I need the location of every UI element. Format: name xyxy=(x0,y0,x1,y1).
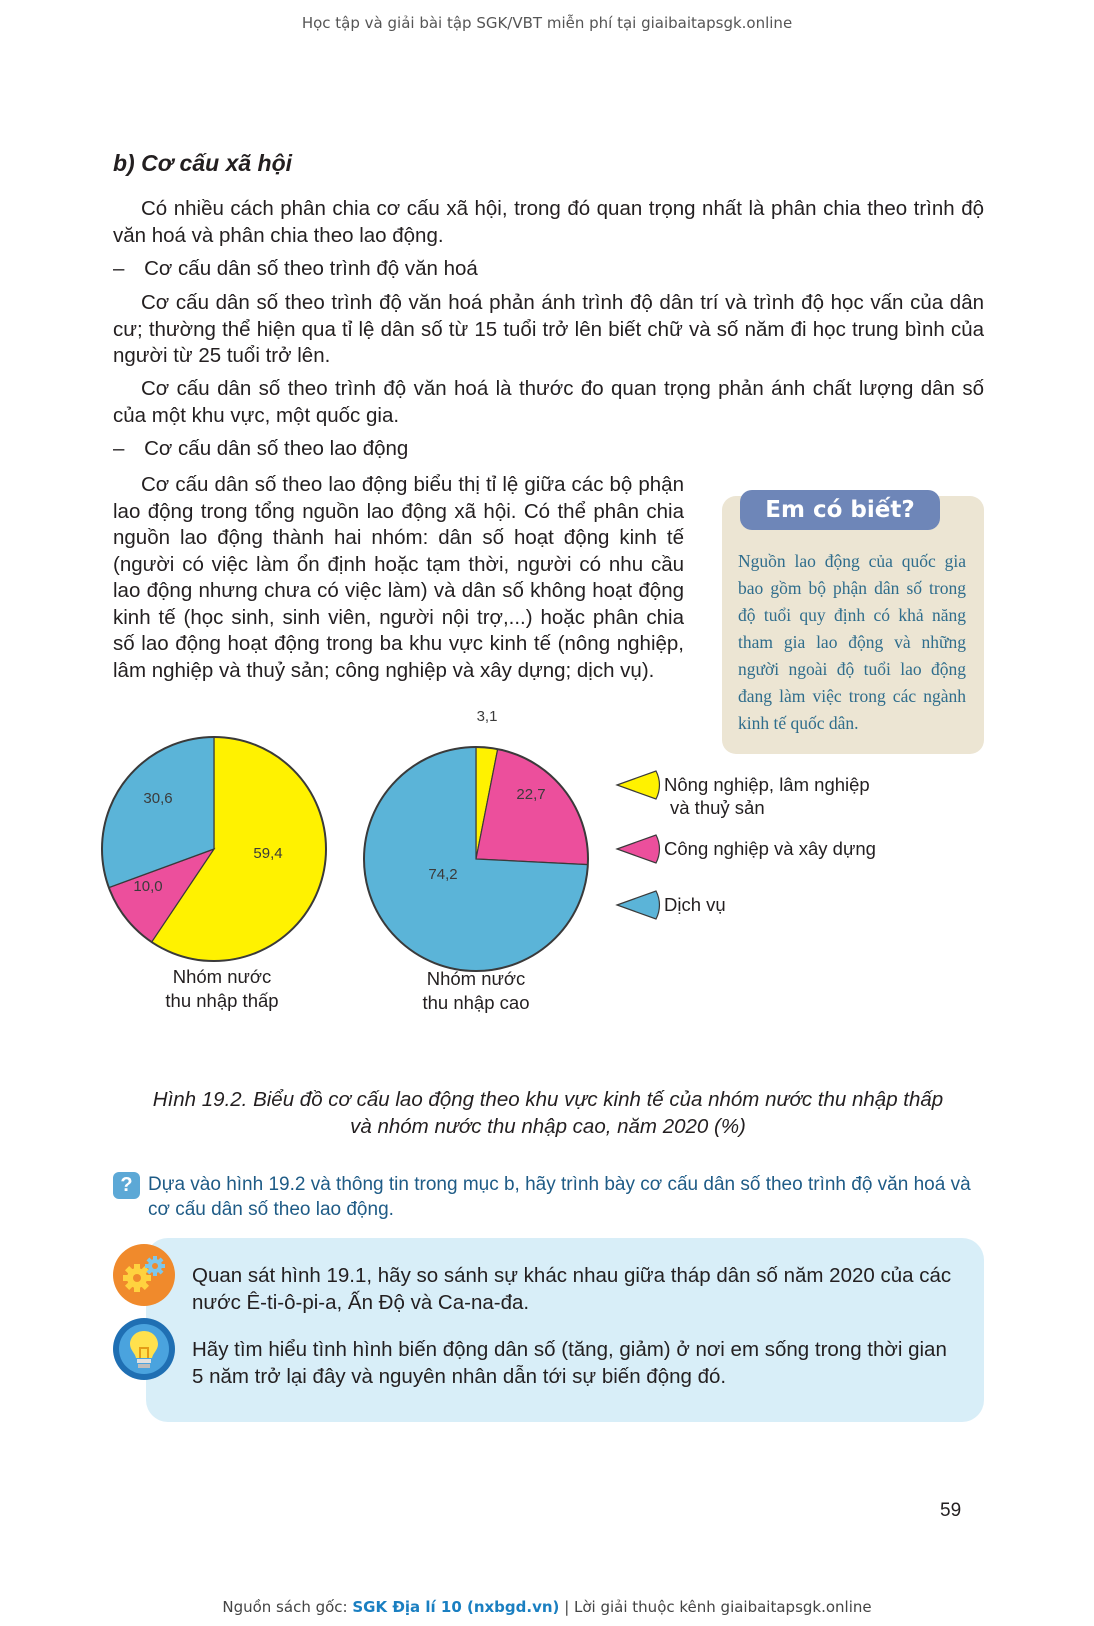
did-you-know-title: Em có biết? xyxy=(740,490,940,530)
bullet-dash: – xyxy=(113,257,125,280)
slice-value-label: 30,6 xyxy=(143,790,173,807)
legend-swatch xyxy=(617,835,659,863)
pie-name-label: thu nhập cao xyxy=(422,992,530,1013)
footer-note xyxy=(0,1598,1094,1616)
footer-prefix: Nguồn sách gốc: xyxy=(222,1598,353,1616)
slice-value-label: 3,1 xyxy=(476,708,498,725)
practice-text: Quan sát hình 19.1, hãy so sánh sự khác nhau giữa tháp dân số năm 2020 của các nước Ê-ti-ô-pi-a, Ấn Độ và Ca-na-đa. xyxy=(192,1264,952,1314)
paragraph-3: Cơ cấu dân số theo trình độ văn hoá là thước đo quan trọng phản ánh chất lượng dân số của một khu vực, một quốc gia. xyxy=(113,377,984,427)
lightbulb-icon xyxy=(113,1318,175,1380)
pie-name-label: Nhóm nước xyxy=(172,966,272,987)
slice-value-label: 74,2 xyxy=(428,866,458,883)
apply-text: Hãy tìm hiểu tình hình biến động dân số (tăng, giảm) ở nơi em sống trong thời gian 5 năm trở lại đây và nguyên nhân dẫn tới sự biến động đó. xyxy=(192,1338,947,1388)
question-icon: ? xyxy=(113,1172,140,1199)
section-title: b) Cơ cấu xã hội xyxy=(113,150,293,176)
page-number: 59 xyxy=(940,1500,962,1521)
legend-swatch xyxy=(617,771,659,799)
legend-label: và thuỷ sản xyxy=(670,797,765,818)
bullet-2 xyxy=(113,436,408,463)
did-you-know-text: Nguồn lao động của quốc gia bao gồm bộ phận dân số trong độ tuổi quy định có khả năng tham gia lao động và những người ngoài độ tuổi lao động đang làm việc trong các ngành kinh tế quốc dân. xyxy=(738,551,966,733)
slice-value-label: 22,7 xyxy=(516,786,546,803)
footer-suffix: | Lời giải thuộc kênh giaibaitapsgk.online xyxy=(559,1598,872,1616)
legend-label: Công nghiệp và xây dựng xyxy=(664,838,876,859)
bullet-1 xyxy=(113,256,478,283)
legend-swatch xyxy=(617,891,659,919)
pie-name-label: Nhóm nước xyxy=(426,968,526,989)
header-note: Học tập và giải bài tập SGK/VBT miễn phí tại giaibaitapsgk.online xyxy=(301,14,793,32)
question-text: Dựa vào hình 19.2 và thông tin trong mục b, hãy trình bày cơ cấu dân số theo trình độ văn hoá và cơ cấu dân số theo lao động. xyxy=(148,1174,971,1220)
footer-source-link[interactable]: SGK Địa lí 10 (nxbgd.vn) xyxy=(352,1598,560,1616)
bullet-1-text: Cơ cấu dân số theo trình độ văn hoá xyxy=(144,257,478,280)
caption-line-2: và nhóm nước thu nhập cao, năm 2020 (%) xyxy=(350,1115,746,1138)
bullet-dash: – xyxy=(113,437,125,460)
caption-line-1: Hình 19.2. Biểu đồ cơ cấu lao động theo khu vực kinh tế của nhóm nước thu nhập thấp xyxy=(152,1088,944,1111)
figure-caption xyxy=(118,1086,978,1140)
pie-name-label: thu nhập thấp xyxy=(165,990,279,1011)
legend-label: Dịch vụ xyxy=(664,894,726,915)
gears-icon xyxy=(113,1244,175,1306)
slice-value-label: 59,4 xyxy=(253,845,283,862)
bullet-2-text: Cơ cấu dân số theo lao động xyxy=(144,437,409,460)
pie-chart-figure xyxy=(100,708,930,1063)
legend-label: Nông nghiệp, lâm nghiệp xyxy=(664,774,870,795)
slice-value-label: 10,0 xyxy=(133,878,163,895)
paragraph-2: Cơ cấu dân số theo trình độ văn hoá phản ánh trình độ dân trí và trình độ học vấn của dân cư; thường thể hiện qua tỉ lệ dân số từ 15 tuổi trở lên biết chữ và số năm đi học trung bình của người từ 25 tuổi trở lên. xyxy=(113,291,984,367)
paragraph-4: Cơ cấu dân số theo lao động biểu thị tỉ lệ giữa các bộ phận lao động trong tổng nguồn lao động xã hội. Có thể phân chia nguồn lao động thành hai nhóm: dân số hoạt động kinh tế (người có việc làm ổn định hoặc tạm thời, người có nhu cầu lao động nhưng chưa có việc làm) và dân số không hoạt động kinh tế (học sinh, sinh viên, người nội trợ,...) hoặc phân chia số lao động hoạt động trong ba khu vực kinh tế (nông nghiệp, lâm nghiệp và thuỷ sản; công nghiệp và xây dựng; dịch vụ). xyxy=(113,473,684,682)
paragraph-1: Có nhiều cách phân chia cơ cấu xã hội, trong đó quan trọng nhất là phân chia theo trình độ văn hoá và phân chia theo lao động. xyxy=(113,197,984,247)
